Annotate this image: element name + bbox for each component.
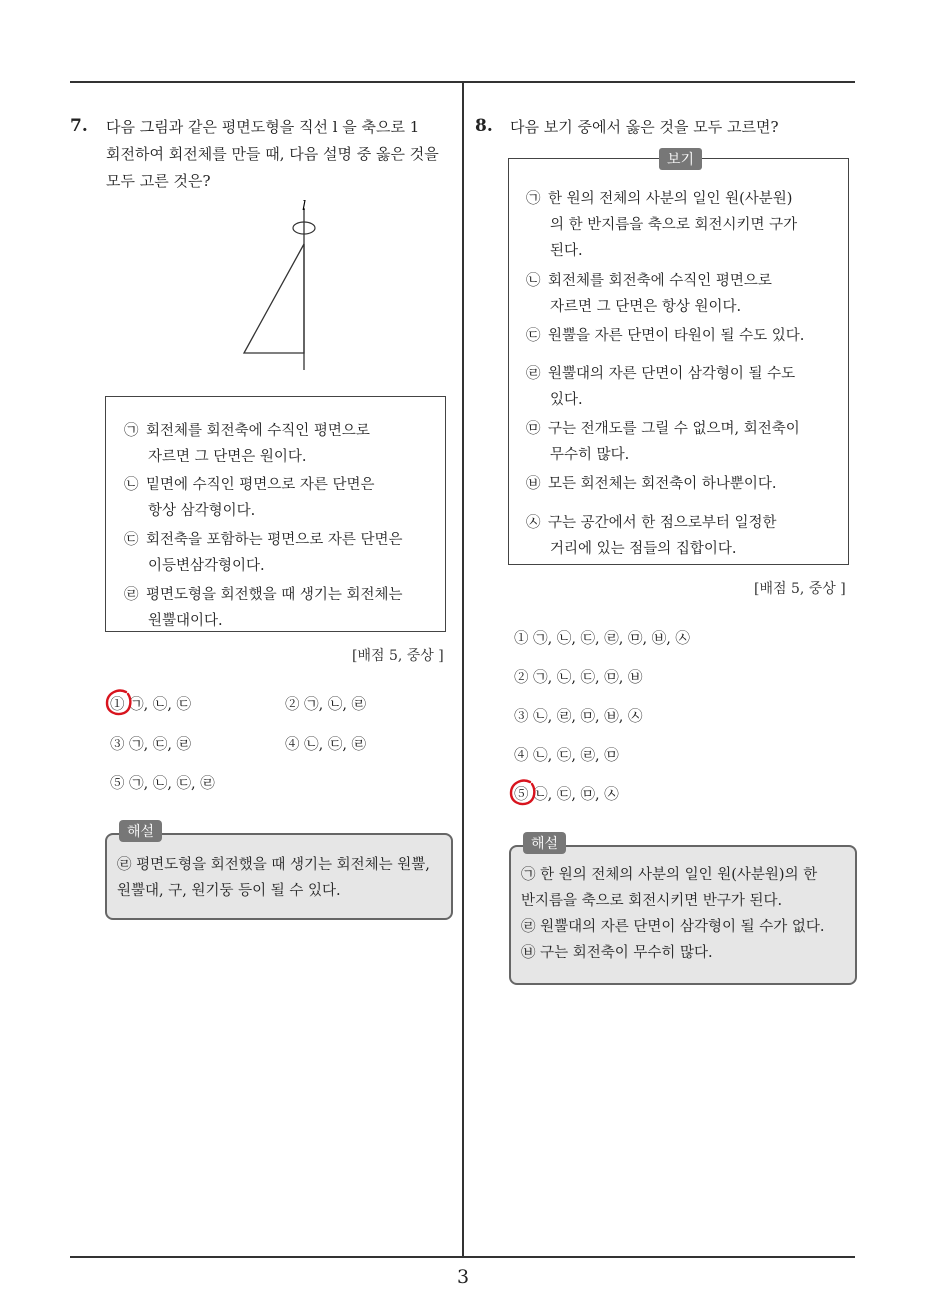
explanation-tag: 해설 — [523, 832, 566, 854]
option-3[interactable]: ③ ㉠, ㉢, ㉣ — [110, 737, 192, 753]
page-number: 3 — [456, 1266, 470, 1288]
explanation-tag: 해설 — [119, 820, 162, 842]
bogi-item: ㉦ 구는 공간에서 한 점으로부터 일정한 거리에 있는 점들의 집합이다. — [526, 515, 777, 557]
bogi-item: ㉠ 한 원의 전체의 사분의 일인 원(사분원) 의 한 반지름을 축으로 회전시키면 구가 된다. — [526, 191, 798, 259]
answer-circle-icon — [508, 778, 538, 808]
option-4[interactable]: ④ ㉡, ㉢, ㉣, ㉤ — [514, 748, 619, 764]
bogi-item: ㉡ 회전체를 회전축에 수직인 평면으로 자르면 그 단면은 항상 원이다. — [526, 273, 772, 315]
statement-item: ㉢ 회전축을 포함하는 평면으로 자른 단면은 이등변삼각형이다. — [124, 532, 403, 574]
bogi-tag: 보기 — [659, 148, 702, 170]
explanation-line: ㉣ 원뿔대의 자른 단면이 삼각형이 될 수가 없다. — [521, 919, 825, 935]
option-5[interactable]: ⑤ ㉡, ㉢, ㉤, ㉦ — [514, 787, 619, 803]
bogi-item: ㉣ 원뿔대의 자른 단면이 삼각형이 될 수도 있다. — [526, 366, 796, 408]
question-text-line: 다음 그림과 같은 평면도형을 직선 l 을 축으로 1 — [106, 118, 420, 136]
score-label: [배점 5, 중상 ] — [352, 648, 444, 664]
statement-item: ㉠ 회전체를 회전축에 수직인 평면으로 자르면 그 단면은 원이다. — [124, 423, 370, 465]
explanation-line: 반지름을 축으로 회전시키면 반구가 된다. — [521, 893, 783, 909]
option-1[interactable]: ① ㉠, ㉡, ㉢, ㉣, ㉤, ㉥, ㉦ — [514, 631, 690, 647]
explanation-line: ㉣ 평면도형을 회전했을 때 생기는 회전체는 원뿔, — [117, 857, 430, 873]
statement-item: ㉣ 평면도형을 회전했을 때 생기는 회전체는 원뿔대이다. — [124, 587, 403, 629]
question-number: 8. — [475, 116, 493, 136]
statement-item: ㉡ 밑면에 수직인 평면으로 자른 단면은 항상 삼각형이다. — [124, 477, 375, 519]
explanation-line: ㉠ 한 원의 전체의 사분의 일인 원(사분원)의 한 — [521, 867, 818, 883]
option-5[interactable]: ⑤ ㉠, ㉡, ㉢, ㉣ — [110, 776, 215, 792]
axis-label: l — [302, 199, 307, 214]
question-text-line: 모두 고른 것은? — [106, 172, 211, 190]
rotation-figure — [230, 198, 350, 378]
bogi-item: ㉥ 모든 회전체는 회전축이 하나뿐이다. — [526, 476, 777, 492]
bogi-item: ㉢ 원뿔을 자른 단면이 타원이 될 수도 있다. — [526, 328, 805, 344]
option-1[interactable]: ① ㉠, ㉡, ㉢ — [110, 697, 192, 713]
explanation-line: 원뿔대, 구, 원기둥 등이 될 수 있다. — [117, 883, 341, 899]
bogi-item: ㉤ 구는 전개도를 그릴 수 없으며, 회전축이 무수히 많다. — [526, 421, 800, 463]
option-4[interactable]: ④ ㉡, ㉢, ㉣ — [285, 737, 367, 753]
answer-circle-icon — [104, 688, 134, 718]
bottom-rule — [70, 1256, 855, 1258]
option-2[interactable]: ② ㉠, ㉡, ㉢, ㉤, ㉥ — [514, 670, 643, 686]
column-divider — [462, 82, 464, 1256]
score-label: [배점 5, 중상 ] — [754, 581, 846, 597]
explanation-line: ㉥ 구는 회전축이 무수히 많다. — [521, 945, 713, 961]
question-text-line: 회전하여 회전체를 만들 때, 다음 설명 중 옳은 것을 — [106, 145, 439, 163]
question-text-line: 다음 보기 중에서 옳은 것을 모두 고르면? — [510, 118, 779, 136]
option-2[interactable]: ② ㉠, ㉡, ㉣ — [285, 697, 367, 713]
option-3[interactable]: ③ ㉡, ㉣, ㉤, ㉥, ㉦ — [514, 709, 643, 725]
question-number: 7. — [70, 116, 88, 136]
